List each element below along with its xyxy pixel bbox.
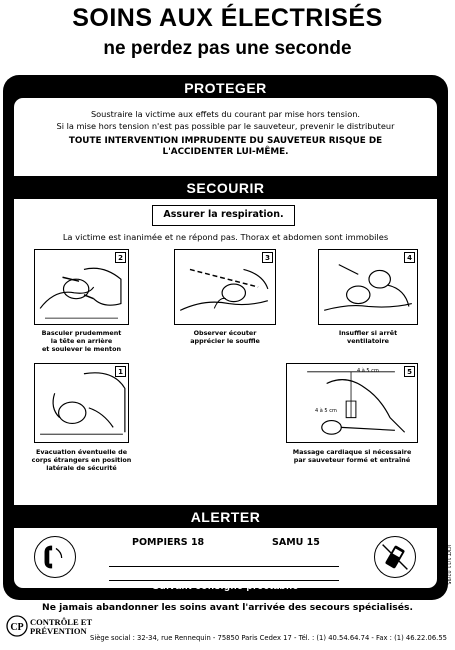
section-heading-secourir: SECOURIR: [186, 180, 265, 196]
figure-number: 1: [115, 366, 126, 377]
figure-insufflate: [318, 249, 418, 325]
bottom-note: Ne jamais abandonner les soins avant l'arrivée des secours spécialisés.: [42, 602, 413, 613]
figure-number: 3: [262, 252, 273, 263]
figure-caption: Massage cardiaque si nécessaire par sauveteur formé et entraîné: [292, 448, 412, 464]
figure-caption: Evacuation éventuelle de corps étrangers en position latérale de sécurité: [31, 448, 132, 472]
figure-observe: [174, 249, 276, 325]
poster-subtitle: ne perdez pas une seconde: [103, 38, 352, 59]
pompiers-number: POMPIERS 18: [132, 537, 205, 548]
figure-number: 2: [115, 252, 126, 263]
mobile-phone-icon: [374, 536, 416, 578]
samu-number: SAMU 15: [272, 537, 320, 548]
figure-number: 5: [404, 366, 415, 377]
figure-caption: Basculer prudemment la tête en arrière et soulever le menton: [41, 329, 122, 353]
secourir-panel: [14, 199, 437, 505]
section-heading-proteger: PROTEGER: [184, 80, 267, 96]
poster-title: SOINS AUX ÉLECTRISÉS: [72, 4, 383, 32]
figure-caption: Insuffler si arrêt ventilatoire: [338, 329, 398, 345]
svg-text:CP: CP: [10, 622, 24, 633]
proteger-warning-1: TOUTE INTERVENTION IMPRUDENTE DU SAUVETEUR RISQUE DE: [68, 136, 383, 146]
insufflate-illustration: [319, 250, 417, 324]
company-name-line-2: PRÉVENTION: [30, 626, 87, 636]
secourir-intro: La victime est inanimée et ne répond pas. Thorax et abdomen sont immobiles: [62, 232, 389, 242]
compression-label-top: 4 à 5 cm: [357, 368, 379, 374]
figure-lateral-position: [34, 363, 129, 443]
compression-label-side: 4 à 5 cm: [315, 408, 337, 414]
proteger-panel: [14, 98, 437, 176]
proteger-line-2: Si la mise hors tension n'est pas possible par le sauveteur, prevenir le distributeur: [56, 121, 395, 131]
section-heading-alerter: ALERTER: [190, 509, 261, 525]
figure-cardiac-massage: [286, 363, 418, 443]
company-address: Siège social : 32-34, rue Rennequin - 75850 Paris Cedex 17 - Tél. : (1) 40.54.64.74 - Fax : (1) 46.22.06.55: [90, 634, 447, 642]
figure-caption: Observer écouter apprécier le souffle: [190, 329, 260, 345]
observe-illustration: [175, 250, 275, 324]
company-name-line-1: CONTRÔLE ET: [30, 617, 93, 627]
proteger-line-1: Soustraire la victime aux effets du courant par mise hors tension.: [90, 109, 361, 119]
company-logo-icon: [6, 615, 28, 637]
alerter-footer: Suivant consigne préétablie: [152, 581, 299, 592]
figure-head-tilt: [34, 249, 129, 325]
figure-number: 4: [404, 252, 415, 263]
main-frame: [3, 75, 448, 600]
phone-icon: [34, 536, 76, 578]
write-in-line-1: [109, 566, 339, 567]
proteger-warning-2: L'ACCIDENTER LUI-MÊME.: [162, 147, 289, 157]
cardiac-massage-illustration: [287, 364, 417, 442]
respiration-box: Assurer la respiration.: [152, 205, 295, 226]
reference-code: ICKT 1/11 02/95: [445, 545, 451, 585]
